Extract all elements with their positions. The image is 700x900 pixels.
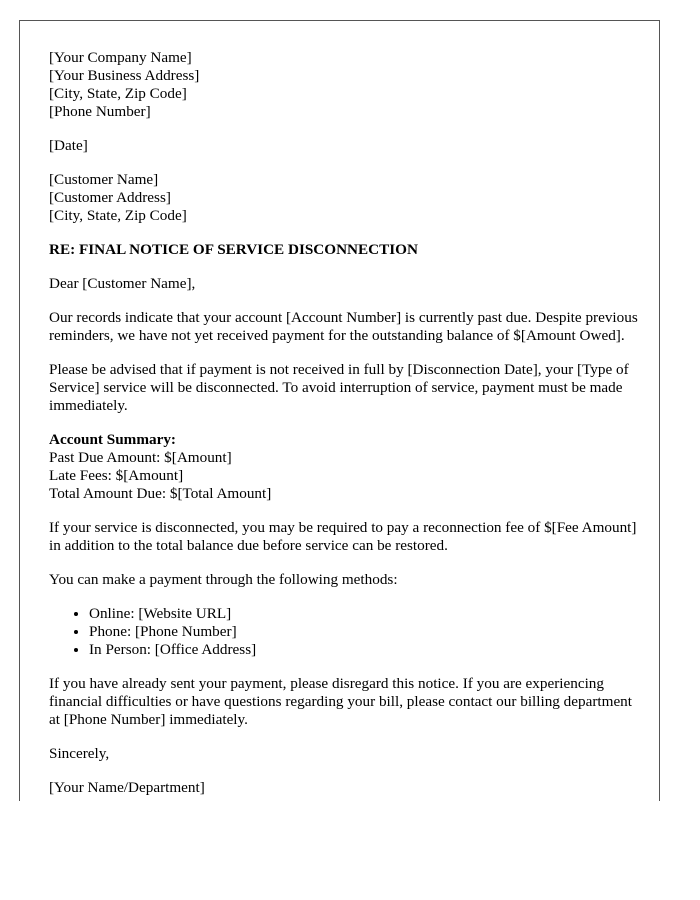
letter-page (19, 20, 660, 801)
letter-content (49, 49, 639, 801)
recipient-address: [Customer Address] (49, 189, 171, 206)
signature: [Your Name/Department] (49, 779, 205, 796)
closing: Sincerely, (49, 745, 110, 762)
payment-methods-list (49, 605, 639, 659)
paragraph-reconnection-fee: If your service is disconnected, you may be required to pay a reconnection fee of $[Fee Amount] in addition to the total balance due before service can be restored. (49, 519, 637, 554)
paragraph-past-due: Our records indicate that your account [Account Number] is currently past due. Despite previous reminders, we have not yet received payment for the outstanding balance of $[Amount Owed]. (49, 309, 638, 344)
summary-total-due: Total Amount Due: $[Total Amount] (49, 485, 272, 502)
salutation: Dear [Customer Name], (49, 275, 196, 292)
sender-address: [Your Business Address] (49, 67, 200, 84)
payment-method-phone: • Phone: [Phone Number] (89, 623, 639, 641)
paragraph-disregard-notice: If you have already sent your payment, please disregard this notice. If you are experiencing financial difficulties or have questions regarding your bill, please contact our billing department at [Phone Number] immediately. (49, 675, 632, 728)
sender-block (49, 49, 639, 121)
recipient-name: [Customer Name] (49, 171, 159, 188)
sender-phone: [Phone Number] (49, 103, 151, 120)
letter-date: [Date] (49, 137, 88, 154)
sender-company: [Your Company Name] (49, 49, 192, 66)
recipient-block (49, 171, 639, 225)
account-summary (49, 431, 639, 503)
payment-method-in-person: • In Person: [Office Address] (89, 641, 639, 659)
paragraph-disconnection-warning: Please be advised that if payment is not received in full by [Disconnection Date], your [Type of Service] service will be disconnected. To avoid interruption of service, payment must be made immediately. (49, 361, 629, 414)
subject-line: RE: FINAL NOTICE OF SERVICE DISCONNECTION (49, 241, 418, 258)
sender-city: [City, State, Zip Code] (49, 85, 187, 102)
account-summary-heading: Account Summary: (49, 431, 176, 448)
payment-method-online: • Online: [Website URL] (89, 605, 639, 623)
recipient-city: [City, State, Zip Code] (49, 207, 187, 224)
summary-late-fees: Late Fees: $[Amount] (49, 467, 184, 484)
summary-past-due: Past Due Amount: $[Amount] (49, 449, 232, 466)
paragraph-payment-intro: You can make a payment through the following methods: (49, 571, 398, 588)
